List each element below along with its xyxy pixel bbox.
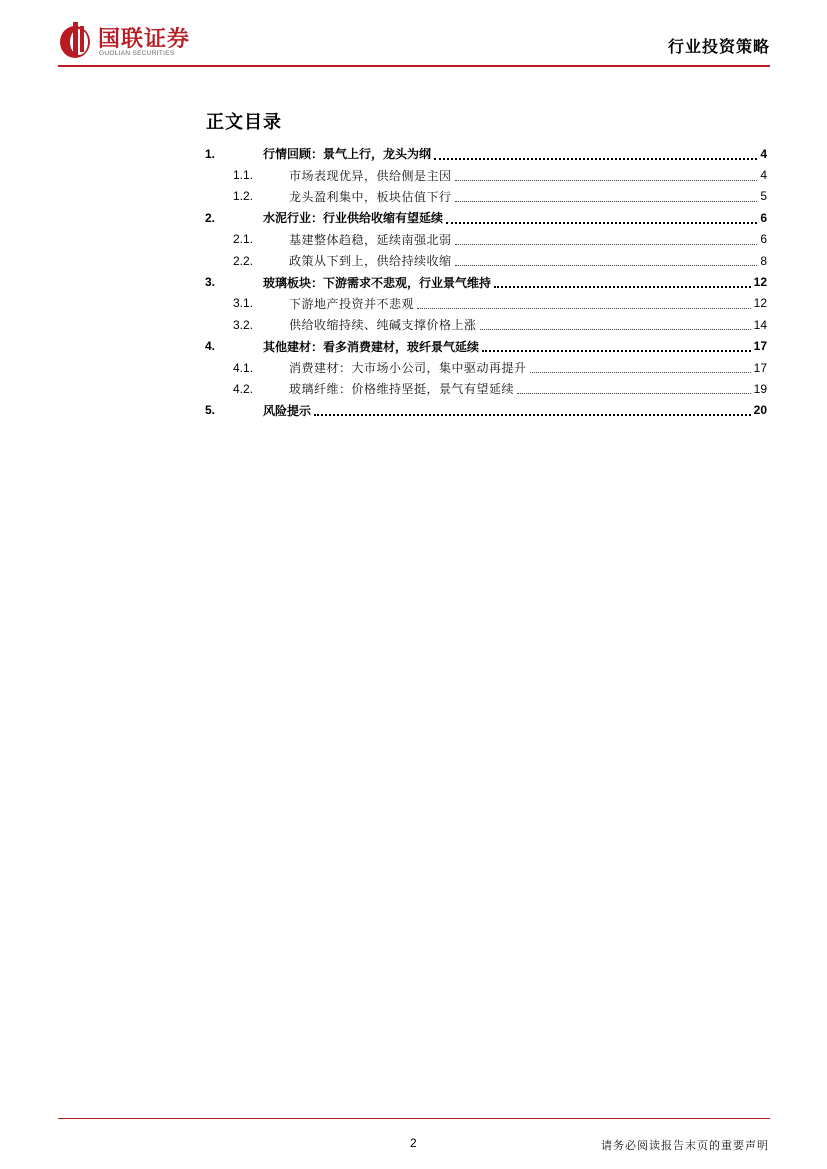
toc-entry-number: 3. [205,275,216,290]
toc-entry[interactable] [205,400,767,421]
toc-entry[interactable] [205,164,767,185]
toc-entry-page: 4 [760,168,767,183]
toc-leader-dots [455,178,758,181]
toc-leader-dots [455,242,758,245]
toc-entry-number: 1.2. [233,189,254,204]
toc-entry-page: 6 [760,232,767,247]
toc-entry-title: 下游地产投资并不悲观 [289,296,415,311]
toc-entry-number: 2.1. [233,232,254,247]
toc-entry-title: 玻璃板块：下游需求不悲观，行业景气维持 [263,275,492,290]
page-header [58,18,770,66]
toc-entry[interactable] [205,207,767,228]
toc-entry-page: 8 [760,253,767,268]
table-of-contents [205,143,767,421]
logo-english-name: GUOLIAN SECURITIES [99,50,175,57]
toc-leader-dots [417,306,751,309]
toc-entry-page: 17 [753,339,767,354]
toc-leader-dots [482,348,751,352]
toc-entry-page: 12 [753,275,767,290]
toc-entry-number: 4.2. [233,381,254,396]
toc-leader-dots [530,370,751,373]
toc-entry-title: 水泥行业：行业供给收缩有望延续 [263,211,444,226]
toc-entry-number: 3.2. [233,317,254,332]
toc-entry-page: 5 [760,189,767,204]
toc-entry-page: 20 [753,403,767,418]
toc-entry-page: 19 [753,381,767,396]
toc-entry-number: 2. [205,210,216,225]
logo-chinese-name: 国联证券 [98,27,191,52]
toc-entry-page: 12 [753,296,767,311]
toc-entry-number: 3.1. [233,296,254,311]
company-logo [58,18,218,62]
toc-entry-page: 14 [753,317,767,332]
toc-entry[interactable] [205,229,767,250]
toc-entry[interactable] [205,378,767,399]
toc-leader-dots [314,412,751,416]
report-type: 行业投资策略 [667,37,770,56]
toc-entry[interactable] [205,314,767,335]
toc-entry-title: 基建整体趋稳，延续南强北弱 [289,232,452,247]
page-number: 2 [410,1136,417,1150]
toc-entry-number: 5. [205,403,216,418]
toc-leader-dots [455,263,758,266]
toc-entry-number: 1. [205,146,216,161]
toc-entry[interactable] [205,271,767,292]
toc-entry-title: 风险提示 [263,403,312,418]
toc-entry[interactable] [205,143,767,164]
toc-entry-title: 政策从下到上，供给持续收缩 [289,254,452,269]
toc-entry-title: 市场表现优异，供给侧是主因 [289,168,452,183]
footer-disclaimer: 请务必阅读报告末页的重要声明 [601,1139,769,1152]
toc-title: 正文目录 [206,112,282,133]
toc-entry-number: 4. [205,339,216,354]
toc-entry[interactable] [205,293,767,314]
toc-entry[interactable] [205,336,767,357]
toc-leader-dots [480,327,751,330]
toc-entry-number: 4.1. [233,360,254,375]
toc-entry-title: 龙头盈利集中，板块估值下行 [289,189,452,204]
toc-leader-dots [517,391,751,394]
header-divider [58,65,770,67]
toc-leader-dots [434,156,757,160]
toc-entry-number: 2.2. [233,253,254,268]
toc-entry-page: 6 [760,210,767,225]
footer-divider [58,1118,770,1119]
toc-entry-title: 消费建材：大市场小公司，集中驱动再提升 [289,361,527,376]
toc-entry-page: 4 [760,146,767,161]
toc-entry-title: 行情回顾：景气上行，龙头为纲 [263,147,432,162]
toc-entry[interactable] [205,250,767,271]
toc-entry-title: 玻璃纤维：价格维持坚挺，景气有望延续 [289,382,515,397]
guolian-logo-icon [58,20,92,60]
toc-entry-title: 供给收缩持续、纯碱支撑价格上涨 [289,318,477,333]
toc-entry-number: 1.1. [233,168,254,183]
toc-leader-dots [494,284,751,288]
toc-entry[interactable] [205,357,767,378]
toc-entry-title: 其他建材：看多消费建材，玻纤景气延续 [263,339,480,354]
toc-leader-dots [446,220,757,224]
toc-entry[interactable] [205,186,767,207]
toc-leader-dots [455,199,758,202]
toc-entry-page: 17 [753,360,767,375]
